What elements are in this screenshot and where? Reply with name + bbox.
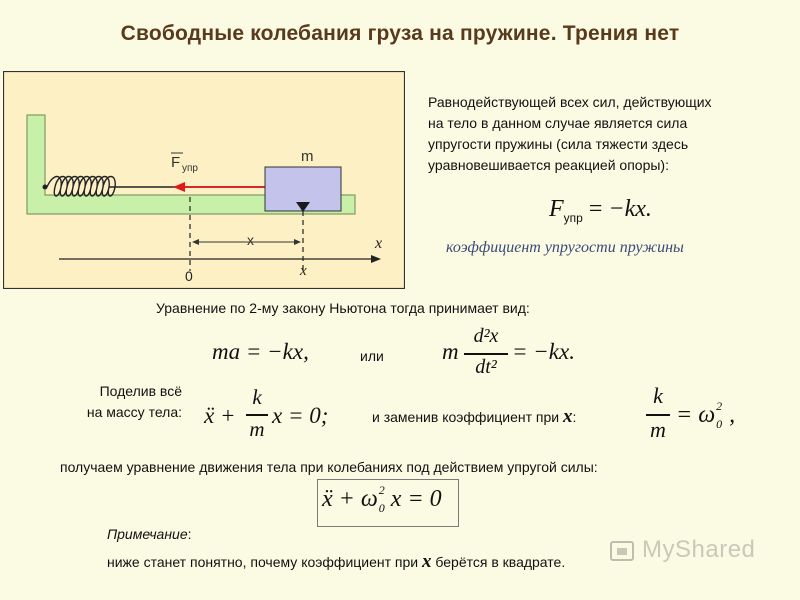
intro-line: Равнодействующей всех сил, действующих (428, 94, 712, 110)
omega-tail: , (729, 402, 736, 428)
omega-def-k: k (653, 383, 663, 408)
result-scripts (378, 483, 391, 515)
note-heading (107, 524, 192, 545)
newton-eq2-fraction-bar (464, 353, 508, 355)
hooke-rhs-eq: = (588, 196, 603, 222)
hooke-force-symbol: F (549, 196, 564, 222)
newton-equation-1: ma = −kx, (212, 339, 309, 364)
hooke-equation: $F_{упр} = -kx$. (549, 196, 652, 225)
newton-heading: Уравнение по 2-му закону Ньютона тогда принимает вид: (156, 300, 530, 316)
omega-subscript: 0 (716, 417, 723, 431)
note-text-b: берётся в квадрате. (435, 554, 566, 570)
intro-line: упругости пружины (сила тяжести здесь (428, 136, 689, 152)
result-eq-b: x = 0 (390, 486, 442, 512)
omega-superscript: 2 (716, 399, 723, 413)
force-subscript: упр (182, 163, 198, 174)
spring-mass-diagram (3, 71, 405, 289)
replace-text-label: и заменив коэффициент при (372, 409, 560, 425)
reduced-eq-m: m (249, 417, 265, 441)
displacement-label: x (247, 232, 254, 248)
result-subscript: 0 (378, 501, 385, 515)
intro-paragraph (428, 92, 798, 176)
divide-caption (72, 381, 182, 423)
note-text-a: ниже станет понятно, почему коэффициент при (107, 554, 419, 570)
force-label: F (171, 154, 181, 171)
result-equation (322, 483, 442, 515)
hooke-caption: коэффициент упругости пружины (446, 239, 684, 256)
omega-def-bar (646, 414, 670, 416)
result-eq-a: ẍ + ω (322, 486, 378, 512)
reduced-eq-k: k (252, 385, 262, 409)
result-superscript: 2 (378, 483, 385, 497)
or-label: или (360, 348, 384, 364)
note-colon: : (187, 526, 192, 542)
reduced-eq-xdd: ẍ + (204, 403, 236, 428)
intro-line: на тело в данном случае является сила (428, 115, 688, 131)
omega-symbol: = ω (676, 402, 716, 428)
spring-anchor (43, 185, 48, 190)
hooke-rhs: kx. (624, 196, 652, 222)
mass-label: m (301, 148, 314, 165)
omega-def-rhs (676, 399, 736, 431)
omega-def-m: m (650, 417, 666, 442)
hooke-subscript: упр (563, 210, 583, 225)
newton-eq2-denominator: dt² (475, 356, 497, 378)
watermark-icon (609, 538, 637, 566)
omega-scripts (715, 399, 729, 431)
reduced-eq-bar (246, 414, 268, 416)
slide-title: Свободные колебания груза на пружине. Трения нет (120, 22, 680, 45)
replace-var: x (563, 406, 573, 427)
watermark-text: MyShared (642, 536, 756, 563)
divide-line-1: Поделив всё (99, 383, 182, 399)
note-text (107, 551, 565, 573)
intro-line: уравновешивается реакцией опоры): (428, 157, 669, 173)
reduced-eq-tail: x = 0; (272, 403, 329, 428)
note-label: Примечание (107, 526, 188, 542)
newton-eq2-m: m (442, 339, 459, 364)
divide-line-2: на массу тела: (86, 404, 182, 420)
replace-colon: : (572, 409, 577, 425)
newton-eq2-rhs: = −kx. (512, 339, 575, 364)
position-label: x (300, 263, 307, 279)
origin-label: 0 (185, 268, 193, 284)
newton-eq2-numerator: d²x (473, 325, 499, 347)
replace-text (372, 406, 576, 428)
note-var: x (422, 551, 432, 572)
result-text: получаем уравнение движения тела при колебаниях под действием упругой силы: (60, 459, 598, 475)
axis-label: x (375, 235, 383, 252)
